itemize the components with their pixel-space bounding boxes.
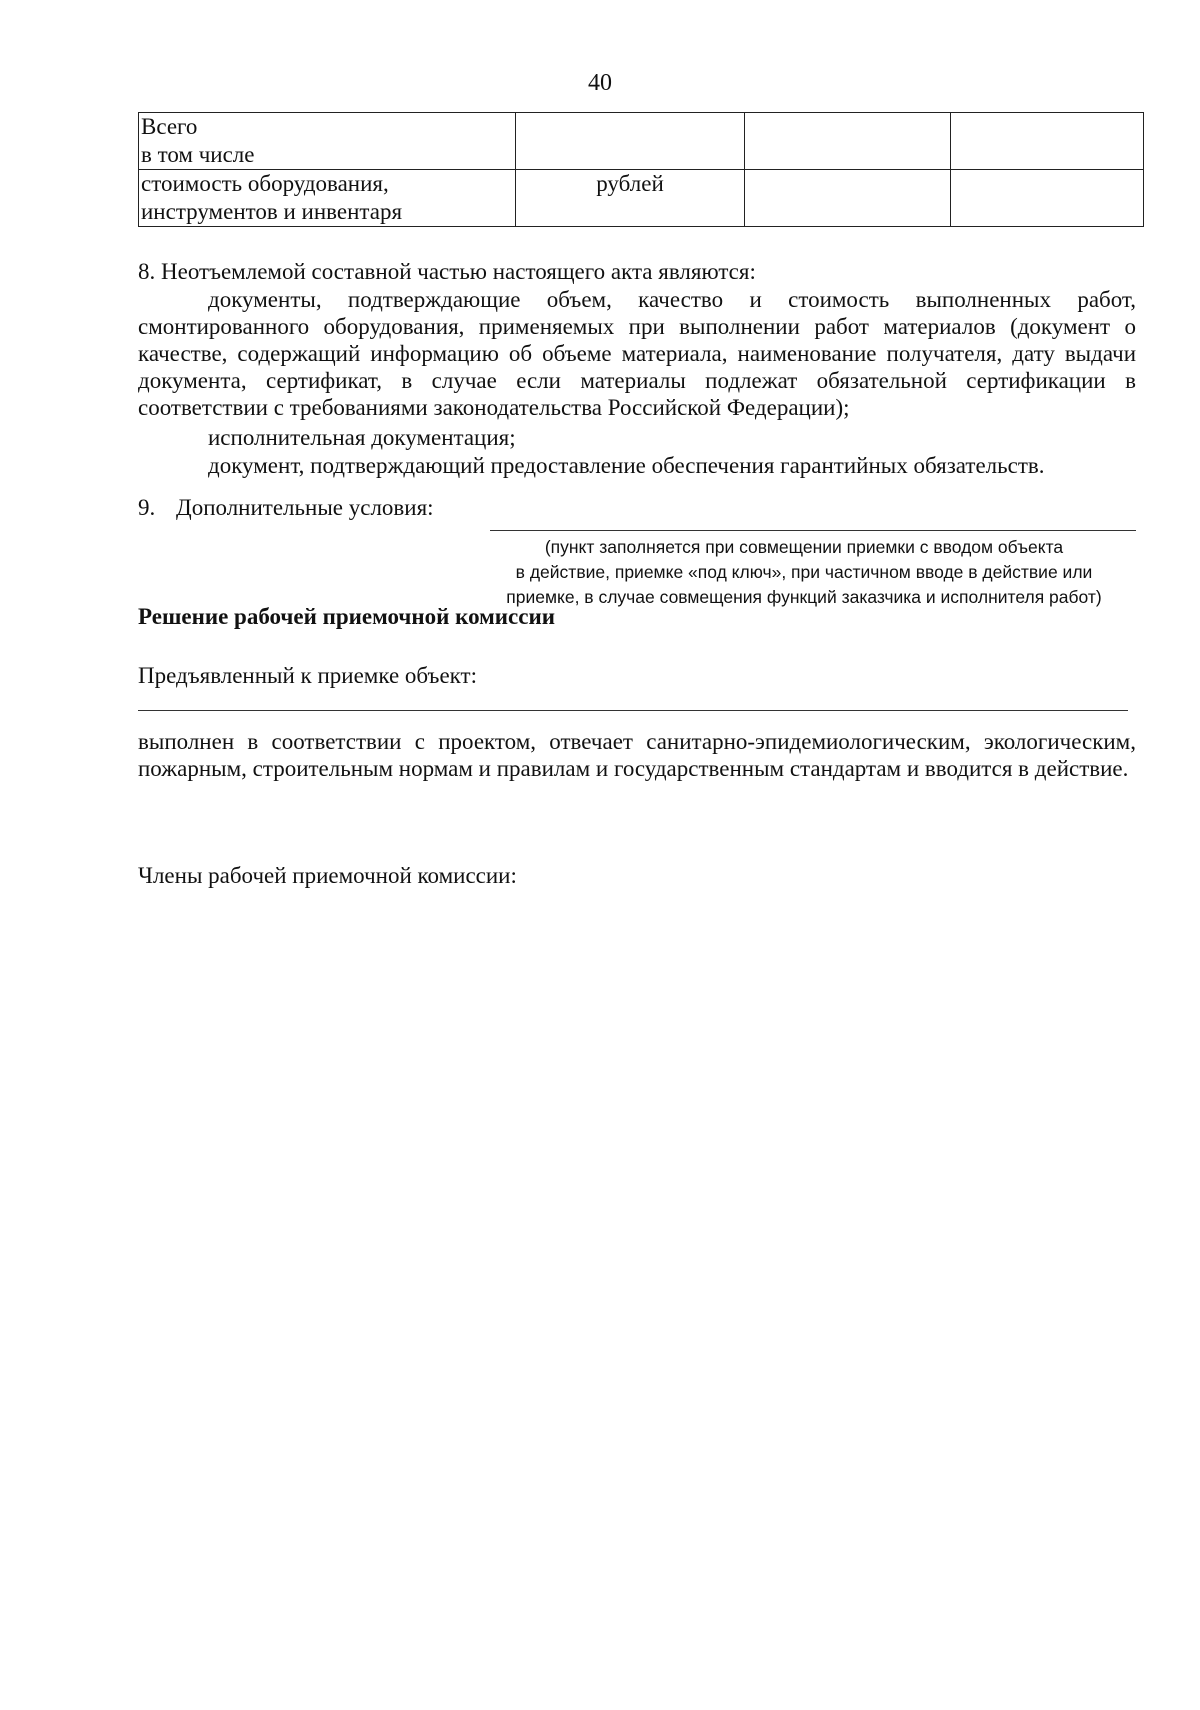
table-cell-unit <box>516 113 745 170</box>
note-line: приемке, в случае совмещения функций заказчика и исполнителя работ) <box>506 587 1102 607</box>
table-cell-value <box>951 113 1144 170</box>
table-cell-value <box>951 170 1144 227</box>
table-row <box>139 113 1144 170</box>
table-cell-label <box>139 170 516 227</box>
row-label-line: в том числе <box>141 142 255 167</box>
section9-note <box>470 535 1138 610</box>
decision-conclusion: выполнен в соответствии с проектом, отвечает санитарно-эпидемиологическим, экологическим, пожарным, строительным нормам и правилам и государственным стандартам и вводится в действие. <box>138 729 1136 781</box>
object-label: Предъявленный к приемке объект: <box>138 663 477 688</box>
section9-fill-line <box>490 530 1136 531</box>
section8-item-documents: документы, подтверждающие объем, качество и стоимость выполненных работ, смонтированного оборудования, применяемых при выполнении работ материалов (документ о качестве, содержащий информацию об объеме материала, наименование получателя, дату выдачи документа, сертификат, в случае если материалы подлежат обязательной сертификации в соответствии с требованиями законодательства Российской Федерации); <box>138 287 1136 420</box>
section9-number: 9. <box>138 495 156 520</box>
cost-table <box>138 112 1144 227</box>
decision-heading: Решение рабочей приемочной комиссии <box>138 604 555 629</box>
note-line: в действие, приемке «под ключ», при частичном вводе в действие или <box>515 562 1093 582</box>
row-label-line: стоимость оборудования, <box>141 171 389 196</box>
table-cell-label <box>139 113 516 170</box>
section9-title: Дополнительные условия: <box>176 495 434 520</box>
section8-item-guarantee: документ, подтверждающий предоставление обеспечения гарантийных обязательств. <box>208 453 1045 478</box>
section8-item-exec-docs: исполнительная документация; <box>208 425 516 450</box>
row-label-line: Всего <box>141 114 198 139</box>
row-label-line: инструментов и инвентаря <box>141 199 403 224</box>
section8-title: 8. Неотъемлемой составной частью настоящего акта являются: <box>138 259 756 284</box>
table-cell-unit: рублей <box>516 170 745 227</box>
table-cell-value <box>745 113 951 170</box>
table-cell-value <box>745 170 951 227</box>
object-fill-line <box>138 710 1128 711</box>
members-label: Члены рабочей приемочной комиссии: <box>138 863 517 888</box>
page-number: 40 <box>588 70 612 96</box>
note-line: (пункт заполняется при совмещении приемки с вводом объекта <box>544 537 1064 557</box>
table-row <box>139 170 1144 227</box>
